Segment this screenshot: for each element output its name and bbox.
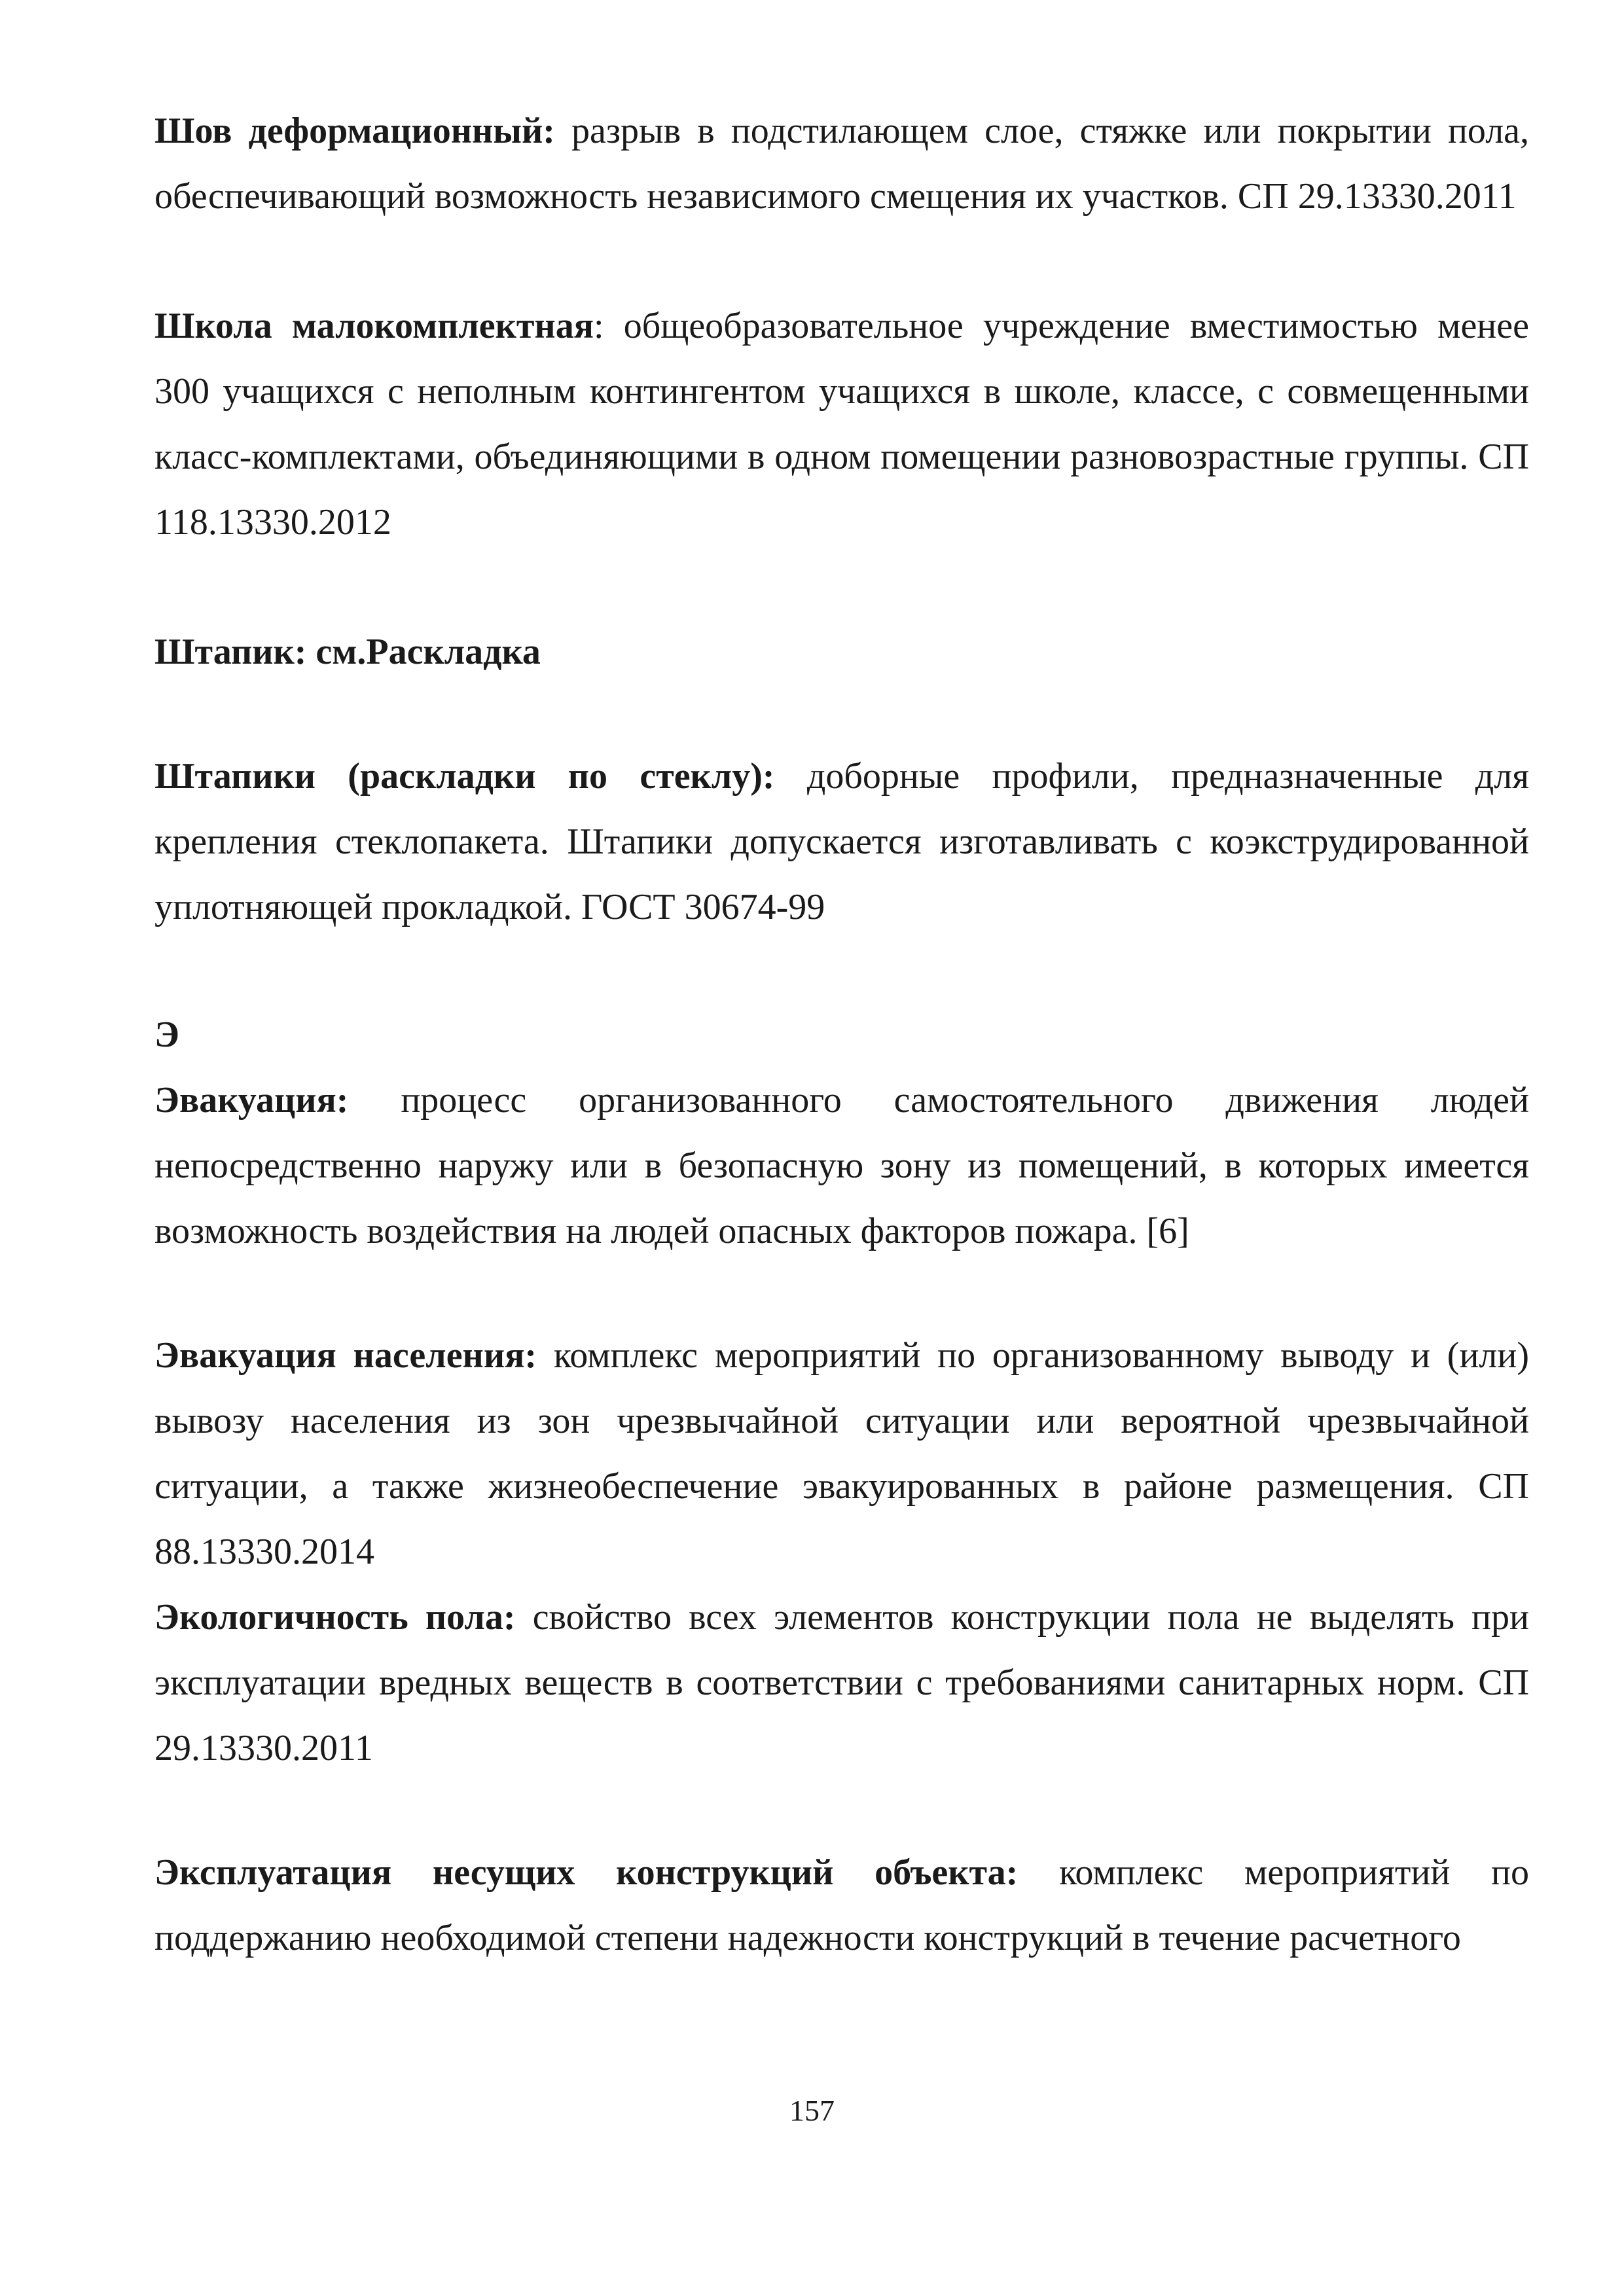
- entry-definition: свойство всех элементов конструкции пола не выделять при эксплуатации вредных веществ в соответствии с требованиями санитарных норм. СП 29.13330.2011: [154, 1597, 1529, 1768]
- glossary-entry-evakuatsiya-naseleniya: [154, 1323, 1529, 1585]
- entry-definition: разрыв в подстилающем слое, стяжке или покрытии пола, обеспечивающий возможность независимого смещения их участков. СП 29.13330.2011: [154, 111, 1529, 217]
- glossary-entry-evakuatsiya: [154, 1067, 1529, 1264]
- entry-definition: процесс организованного самостоятельного движения людей непосредственно наружу или в безопасную зону из помещений, в которых имеется возможность воздействия на людей опасных факторов пожара. [6]: [154, 1080, 1529, 1251]
- entry-term: Штапики (раскладки по стеклу):: [154, 756, 775, 797]
- glossary-entry-ekspluatatsiya-konstruktsiy: [154, 1840, 1529, 1971]
- entry-term: Эвакуация:: [154, 1080, 349, 1121]
- glossary-entry-shkola-malokomplektnaya: [154, 293, 1529, 555]
- glossary-entry-shtapik: [154, 619, 1529, 685]
- glossary-entry-shov-deformatsionny: [154, 98, 1529, 229]
- entry-definition: доборные профили, предназначенные для крепления стеклопакета. Штапики допускается изготавливать с коэкструдированной уплотняющей прокладкой. ГОСТ 30674-99: [154, 756, 1530, 927]
- entry-term: Эвакуация населения:: [154, 1335, 537, 1376]
- glossary-entry-ekologichnost-pola: [154, 1585, 1529, 1781]
- entry-term: Экологичность пола:: [154, 1597, 516, 1638]
- entry-definition: комплекс мероприятий по поддержанию необходимой степени надежности конструкций в течение расчетного: [154, 1852, 1529, 1958]
- glossary-entry-shtapiki: [154, 744, 1529, 940]
- entry-term: Школа малокомплектная: [154, 306, 594, 346]
- entry-definition: : общеобразовательное учреждение вместимостью менее 300 учащихся с неполным контингентом учащихся в школе, классе, с совмещенными класс-комплектами, объединяющими в одном помещении разновозрастные группы. СП 118.13330.2012: [154, 306, 1529, 543]
- entry-term: Эксплуатация несущих конструкций объекта:: [154, 1852, 1019, 1893]
- section-letter-heading: Э: [154, 1014, 179, 1055]
- document-page: [154, 98, 1529, 1971]
- entry-term: Шов деформационный:: [154, 111, 555, 151]
- entry-term: Штапик: см.Раскладка: [154, 632, 541, 672]
- page-number: 157: [789, 2094, 835, 2127]
- entry-definition: комплекс мероприятий по организованному выводу и (или) вывозу населения из зон чрезвычайной ситуации или вероятной чрезвычайной ситуации, а также жизнеобеспечение эвакуированных в районе размещения. СП 88.13330.2014: [154, 1335, 1529, 1572]
